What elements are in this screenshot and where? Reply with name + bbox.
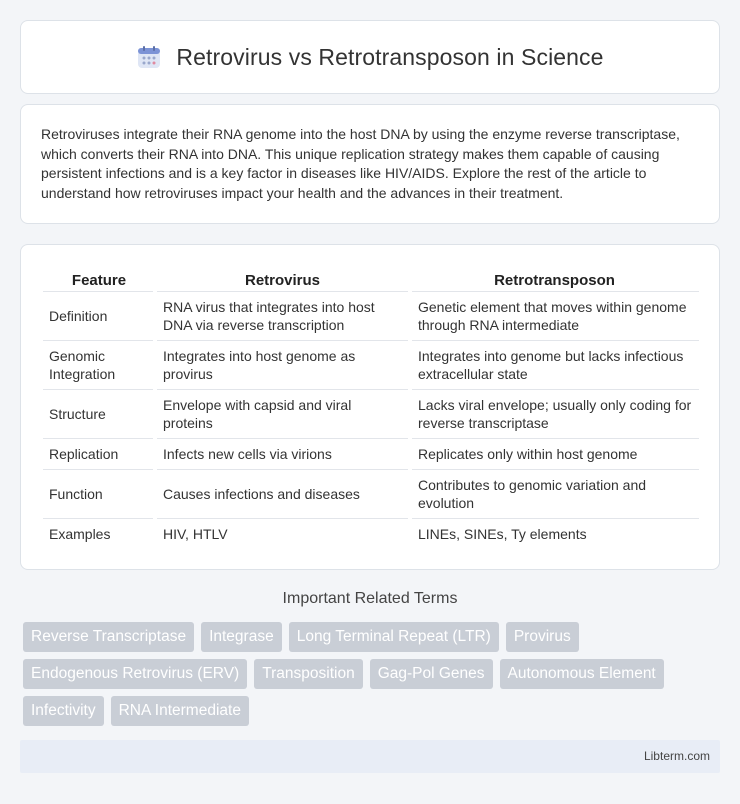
row-retrotransposon: LINEs, SINEs, Ty elements [410, 518, 699, 549]
table-row [43, 438, 699, 469]
table-row [43, 340, 699, 389]
term-tag-ltr[interactable]: Long Terminal Repeat (LTR) [289, 622, 499, 652]
table-row [43, 389, 699, 438]
term-tag-transposition[interactable]: Transposition [254, 659, 362, 689]
column-header-retrovirus: Retrovirus [155, 265, 410, 291]
table-row [43, 469, 699, 518]
title-wrap [136, 44, 603, 71]
footer [20, 740, 720, 773]
row-retrovirus: Infects new cells via virions [155, 438, 410, 469]
row-retrotransposon: Genetic element that moves within genome through RNA intermediate [410, 291, 699, 340]
term-tag-autonomous-element[interactable]: Autonomous Element [500, 659, 664, 689]
row-retrotransposon: Integrates into genome but lacks infectious extracellular state [410, 340, 699, 389]
row-retrovirus: Causes infections and diseases [155, 469, 410, 518]
intro-card [20, 104, 720, 224]
column-header-retrotransposon: Retrotransposon [410, 265, 699, 291]
row-feature: Definition [43, 291, 155, 340]
term-tag-provirus[interactable]: Provirus [506, 622, 579, 652]
row-retrotransposon: Lacks viral envelope; usually only coding for reverse transcriptase [410, 389, 699, 438]
row-feature: Function [43, 469, 155, 518]
table-row [43, 291, 699, 340]
related-terms-list [23, 622, 723, 726]
header-card [20, 20, 720, 94]
term-tag-infectivity[interactable]: Infectivity [23, 696, 104, 726]
term-tag-integrase[interactable]: Integrase [201, 622, 282, 652]
table-header-row [43, 265, 699, 291]
related-terms-title: Important Related Terms [282, 590, 458, 607]
row-retrovirus: RNA virus that integrates into host DNA via reverse transcription [155, 291, 410, 340]
intro-paragraph: Retroviruses integrate their RNA genome into the host DNA by using the enzyme reverse transcriptase, which converts their RNA into DNA. This unique replication strategy makes them capable of causing persistent infections and is a key factor in diseases like HIV/AIDS. Explore the rest of the article to understand how retroviruses impact your health and the advances in their treatment. [41, 126, 680, 201]
term-tag-erv[interactable]: Endogenous Retrovirus (ERV) [23, 659, 247, 689]
term-tag-gag-pol-genes[interactable]: Gag-Pol Genes [370, 659, 493, 689]
row-feature: Examples [43, 518, 155, 549]
comparison-table-card [20, 244, 720, 570]
term-tag-reverse-transcriptase[interactable]: Reverse Transcriptase [23, 622, 194, 652]
calendar-icon [136, 44, 162, 70]
row-retrovirus: Integrates into host genome as provirus [155, 340, 410, 389]
column-header-feature: Feature [43, 265, 155, 291]
row-retrotransposon: Contributes to genomic variation and evolution [410, 469, 699, 518]
page-title: Retrovirus vs Retrotransposon in Science [176, 43, 604, 70]
row-feature: Structure [43, 389, 155, 438]
row-retrotransposon: Replicates only within host genome [410, 438, 699, 469]
row-retrovirus: Envelope with capsid and viral proteins [155, 389, 410, 438]
row-feature: Genomic Integration [43, 340, 155, 389]
row-retrovirus: HIV, HTLV [155, 518, 410, 549]
term-tag-rna-intermediate[interactable]: RNA Intermediate [111, 696, 249, 726]
footer-site-link[interactable]: Libterm.com [643, 749, 710, 763]
table-row [43, 518, 699, 549]
row-feature: Replication [43, 438, 155, 469]
comparison-table [43, 265, 699, 549]
